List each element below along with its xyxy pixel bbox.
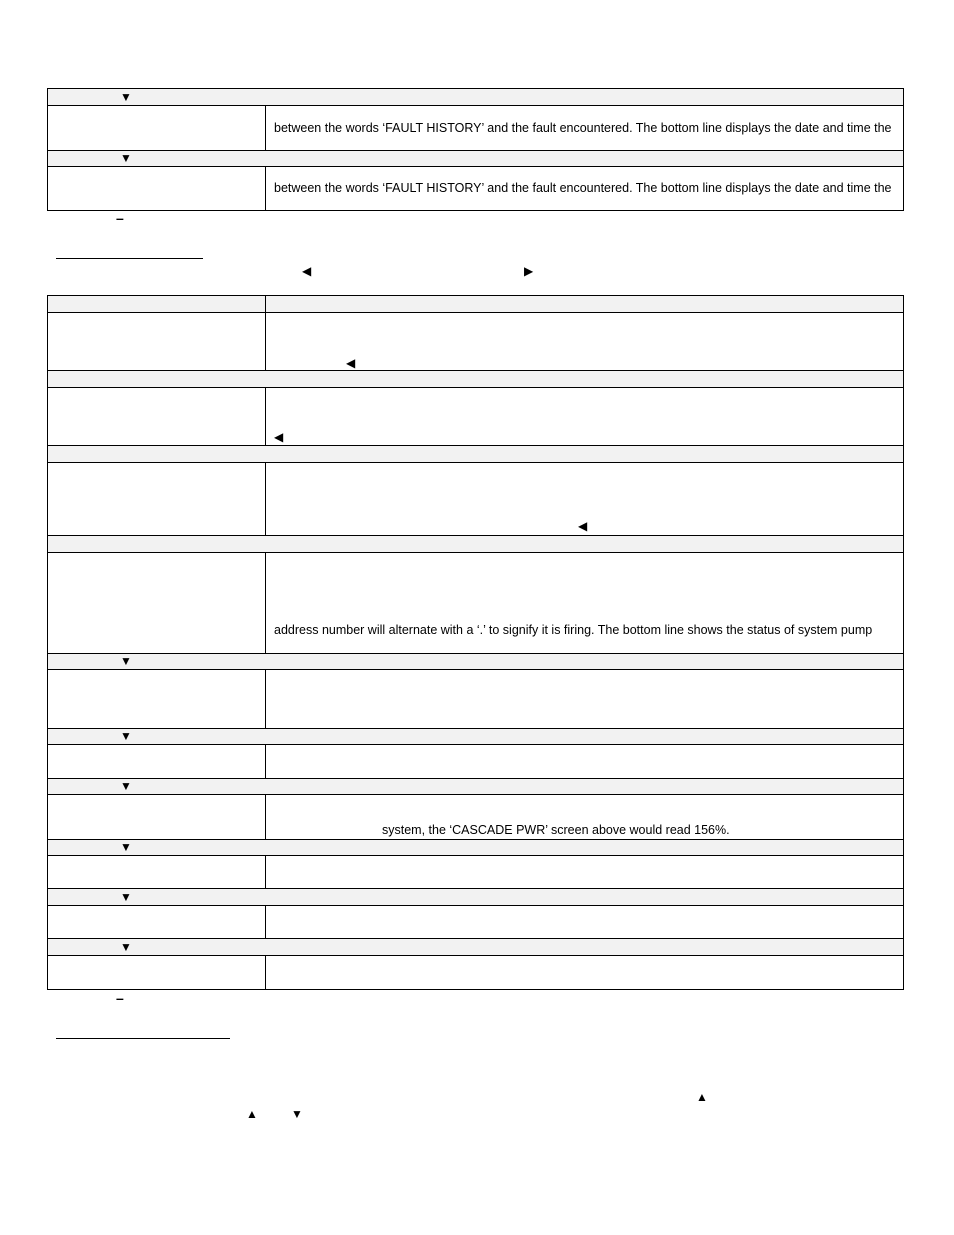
cascade-status-table [47,295,904,990]
row-description-text: between the words ‘FAULT HISTORY’ and the fault encountered. The bottom line displays the date and time the [274,181,892,195]
down-arrow-icon: ▼ [120,654,132,668]
row-description-cell [266,956,903,989]
table-column-header-row [48,296,903,313]
column-header-left [48,296,266,312]
row-label-cell [48,388,266,445]
dash-mark: – [116,210,124,226]
down-arrow-icon: ▼ [120,151,132,165]
row-description-cell [266,106,903,150]
row-label-cell [48,670,266,728]
table-row [48,167,903,210]
left-arrow-icon: ◀ [346,356,356,370]
row-description-cell [266,313,903,370]
row-label-cell [48,463,266,535]
row-label-cell [48,167,266,210]
row-label-cell [48,795,266,839]
table-header-row [48,889,903,906]
column-header-right [266,296,903,312]
row-description-cell [266,795,903,839]
row-label-cell [48,313,266,370]
table-row [48,745,903,779]
row-description-text: system, the ‘CASCADE PWR’ screen above would read 156%. [382,823,730,837]
table-row [48,106,903,151]
table-header-row [48,729,903,745]
left-arrow-icon: ◀ [578,519,588,533]
table-row [48,856,903,889]
row-description-cell [266,906,903,938]
up-arrow-icon: ▲ [246,1107,258,1121]
row-label-cell [48,745,266,778]
down-arrow-icon: ▼ [120,890,132,904]
row-description-text: address number will alternate with a ‘.’ to signify it is firing. The bottom line shows the status of system pump [274,623,873,637]
row-label-cell [48,106,266,150]
table-header-row [48,371,903,388]
down-arrow-icon: ▼ [120,840,132,854]
dash-mark: – [116,990,124,1006]
table-header-row [48,840,903,856]
table-row [48,388,903,446]
table-row [48,795,903,840]
table-row [48,553,903,654]
row-description-cell [266,745,903,778]
table-row [48,906,903,939]
row-description-cell [266,856,903,888]
up-arrow-icon: ▲ [696,1090,708,1104]
table-header-row [48,151,903,167]
section-heading-underline [56,1038,230,1039]
table-row [48,956,903,989]
row-description-cell [266,388,903,445]
table-header-row [48,654,903,670]
down-arrow-icon: ▼ [291,1107,303,1121]
row-label-cell [48,906,266,938]
row-label-cell [48,956,266,989]
right-arrow-icon: ▶ [524,264,534,278]
row-label-cell [48,553,266,653]
table-row [48,463,903,536]
table-row [48,670,903,729]
row-description-cell [266,167,903,210]
down-arrow-icon: ▼ [120,90,132,104]
down-arrow-icon: ▼ [120,779,132,793]
row-label-cell [48,856,266,888]
table-header-row [48,89,903,106]
fault-history-table [47,88,904,211]
table-header-row [48,779,903,795]
row-description-text: between the words ‘FAULT HISTORY’ and the fault encountered. The bottom line displays the date and time the [274,121,892,135]
table-header-row [48,536,903,553]
row-description-cell [266,553,903,653]
row-description-cell [266,463,903,535]
left-arrow-icon: ◀ [302,264,312,278]
row-description-cell [266,670,903,728]
table-header-row [48,939,903,956]
table-row [48,313,903,371]
down-arrow-icon: ▼ [120,940,132,954]
section-heading-underline [56,258,203,259]
down-arrow-icon: ▼ [120,729,132,743]
table-header-row [48,446,903,463]
left-arrow-icon: ◀ [274,430,284,444]
